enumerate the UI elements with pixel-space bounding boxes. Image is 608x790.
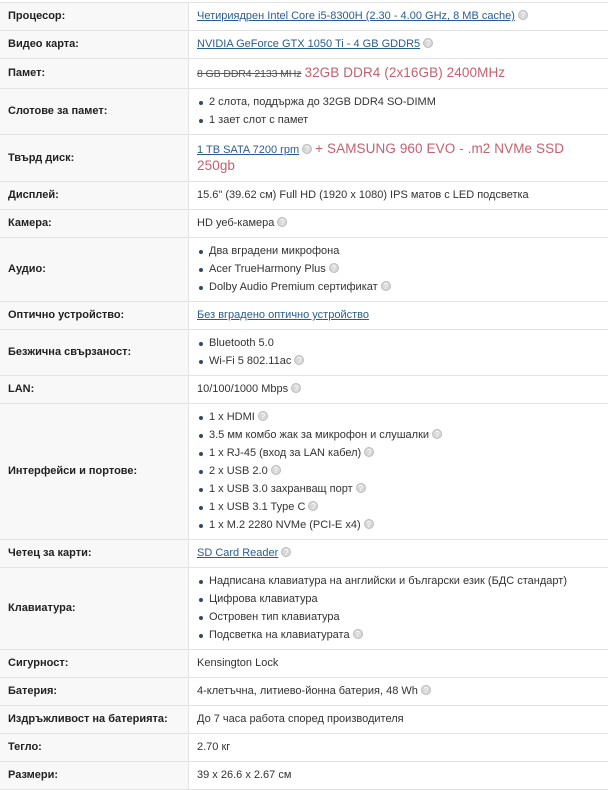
spec-bullet-item [197, 113, 600, 128]
spec-bullet-item [197, 592, 600, 607]
spec-value-struck: 8 GB DDR4 2133 MHz [197, 68, 301, 80]
spec-value-link[interactable]: Без вградено оптично устройство [197, 309, 369, 321]
spec-value [189, 650, 608, 678]
spec-value [189, 540, 608, 568]
spec-row [0, 706, 608, 734]
spec-value-link[interactable]: 1 TB SATA 7200 rpm [197, 144, 299, 156]
spec-value-link[interactable]: Четириядрен Intel Core i5-8300H (2.30 - 4.00 GHz, 8 MB cache) [197, 10, 515, 22]
spec-value [189, 762, 608, 790]
spec-row [0, 135, 608, 182]
spec-value [189, 89, 608, 135]
spec-row [0, 302, 608, 330]
spec-bullet-item [197, 518, 600, 533]
spec-value-text: 10/100/1000 Mbps [197, 383, 288, 395]
spec-bullet-item [197, 410, 600, 425]
spec-bullet-item [197, 628, 600, 643]
spec-value [189, 404, 608, 540]
help-icon[interactable]: ? [518, 10, 528, 20]
spec-bullet-item [197, 464, 600, 479]
spec-value-text: 2.70 кг [197, 741, 230, 753]
help-icon[interactable]: ? [308, 501, 318, 511]
spec-value [189, 376, 608, 404]
spec-bullet-text: Bluetooth 5.0 [209, 337, 274, 349]
spec-label: Тегло: [0, 734, 189, 762]
help-icon[interactable]: ? [432, 429, 442, 439]
spec-bullet-item [197, 500, 600, 515]
spec-row [0, 376, 608, 404]
spec-label: Твърд диск: [0, 135, 189, 182]
spec-label: Слотове за памет: [0, 89, 189, 135]
help-icon[interactable]: ? [423, 38, 433, 48]
spec-value [189, 182, 608, 210]
spec-bullet-list [197, 244, 600, 295]
spec-label: Камера: [0, 210, 189, 238]
help-icon[interactable]: ? [381, 281, 391, 291]
help-icon[interactable]: ? [277, 217, 287, 227]
help-icon[interactable]: ? [258, 411, 268, 421]
spec-value-text: 15.6" (39.62 см) Full HD (1920 x 1080) IPS матов с LED подсветка [197, 189, 529, 201]
spec-value-link[interactable]: SD Card Reader [197, 547, 278, 559]
spec-bullet-text: Dolby Audio Premium сертификат [209, 281, 378, 293]
spec-row [0, 182, 608, 210]
help-icon[interactable]: ? [421, 685, 431, 695]
specifications-table [0, 3, 608, 790]
spec-row [0, 210, 608, 238]
spec-row [0, 89, 608, 135]
spec-bullet-text: Подсветка на клавиатурата [209, 629, 350, 641]
spec-bullet-text: 1 x RJ-45 (вход за LAN кабел) [209, 447, 361, 459]
spec-bullet-text: 2 слота, поддържа до 32GB DDR4 SO-DIMM [209, 96, 436, 108]
spec-bullet-item [197, 482, 600, 497]
spec-row [0, 404, 608, 540]
spec-row [0, 734, 608, 762]
spec-value [189, 59, 608, 89]
spec-bullet-text: 2 x USB 2.0 [209, 465, 268, 477]
spec-value [189, 568, 608, 650]
spec-bullet-text: 1 x M.2 2280 NVMe (PCI-E x4) [209, 519, 361, 531]
spec-bullet-list [197, 574, 600, 643]
spec-row [0, 31, 608, 59]
spec-bullet-text: 1 x USB 3.1 Type C [209, 501, 305, 513]
spec-value [189, 734, 608, 762]
spec-label: LAN: [0, 376, 189, 404]
spec-value [189, 302, 608, 330]
help-icon[interactable]: ? [353, 629, 363, 639]
spec-row [0, 238, 608, 302]
spec-value [189, 31, 608, 59]
spec-row [0, 678, 608, 706]
spec-bullet-list [197, 95, 600, 128]
spec-bullet-text: 1 x USB 3.0 захранващ порт [209, 483, 353, 495]
spec-bullet-text: Островен тип клавиатура [209, 611, 340, 623]
spec-value-text: 39 x 26.6 x 2.67 см [197, 769, 291, 781]
spec-label: Оптично устройство: [0, 302, 189, 330]
specifications-table-body [0, 3, 608, 790]
spec-value [189, 678, 608, 706]
spec-value-text: Kensington Lock [197, 657, 278, 669]
spec-label: Батерия: [0, 678, 189, 706]
spec-value-text: До 7 часа работа според производителя [197, 713, 404, 725]
spec-bullet-text: 3.5 мм комбо жак за микрофон и слушалки [209, 429, 429, 441]
spec-value-text: 4-клетъчна, литиево-йонна батерия, 48 Wh [197, 685, 418, 697]
spec-label: Сигурност: [0, 650, 189, 678]
spec-label: Аудио: [0, 238, 189, 302]
spec-row [0, 59, 608, 89]
help-icon[interactable]: ? [364, 519, 374, 529]
help-icon[interactable]: ? [302, 144, 312, 154]
spec-label: Размери: [0, 762, 189, 790]
help-icon[interactable]: ? [291, 383, 301, 393]
spec-label: Дисплей: [0, 182, 189, 210]
help-icon[interactable]: ? [356, 483, 366, 493]
spec-bullet-text: Wi-Fi 5 802.11ac [209, 355, 291, 367]
spec-bullet-item [197, 610, 600, 625]
spec-bullet-text: 1 x HDMI [209, 411, 255, 423]
spec-bullet-item [197, 280, 600, 295]
help-icon[interactable]: ? [271, 465, 281, 475]
help-icon[interactable]: ? [281, 547, 291, 557]
spec-value [189, 210, 608, 238]
spec-bullet-text: Цифрова клавиатура [209, 593, 318, 605]
spec-row [0, 762, 608, 790]
spec-value-text: HD уеб-камера [197, 217, 274, 229]
spec-label: Безжична свързаност: [0, 330, 189, 376]
spec-row [0, 540, 608, 568]
spec-bullet-item [197, 95, 600, 110]
spec-bullet-item [197, 574, 600, 589]
spec-value [189, 330, 608, 376]
help-icon[interactable]: ? [329, 263, 339, 273]
spec-label: Четец за карти: [0, 540, 189, 568]
spec-value [189, 706, 608, 734]
spec-value [189, 135, 608, 182]
spec-bullet-item [197, 428, 600, 443]
spec-bullet-item [197, 446, 600, 461]
spec-value-link[interactable]: NVIDIA GeForce GTX 1050 Ti - 4 GB GDDR5 [197, 38, 420, 50]
spec-row [0, 330, 608, 376]
spec-row [0, 650, 608, 678]
spec-bullet-text: Acer TrueHarmony Plus [209, 263, 326, 275]
spec-label: Интерфейси и портове: [0, 404, 189, 540]
spec-label: Клавиатура: [0, 568, 189, 650]
spec-value-accent: 32GB DDR4 (2x16GB) 2400MHz [304, 65, 505, 80]
spec-bullet-list [197, 410, 600, 533]
spec-bullet-list [197, 336, 600, 369]
spec-label: Памет: [0, 59, 189, 89]
spec-label: Процесор: [0, 3, 189, 31]
spec-bullet-item [197, 262, 600, 277]
spec-bullet-text: 1 зает слот с памет [209, 114, 308, 126]
spec-label: Издръжливост на батерията: [0, 706, 189, 734]
spec-bullet-item [197, 354, 600, 369]
spec-row [0, 3, 608, 31]
spec-value-accent: + SAMSUNG 960 EVO - .m2 NVMe SSD 250gb [197, 141, 564, 173]
spec-bullet-item [197, 244, 600, 259]
spec-bullet-text: Надписана клавиатура на английски и български език (БДС стандарт) [209, 575, 567, 587]
help-icon[interactable]: ? [364, 447, 374, 457]
spec-value [189, 3, 608, 31]
help-icon[interactable]: ? [294, 355, 304, 365]
spec-bullet-text: Два вградени микрофона [209, 245, 339, 257]
spec-label: Видео карта: [0, 31, 189, 59]
spec-value [189, 238, 608, 302]
spec-bullet-item [197, 336, 600, 351]
spec-row [0, 568, 608, 650]
